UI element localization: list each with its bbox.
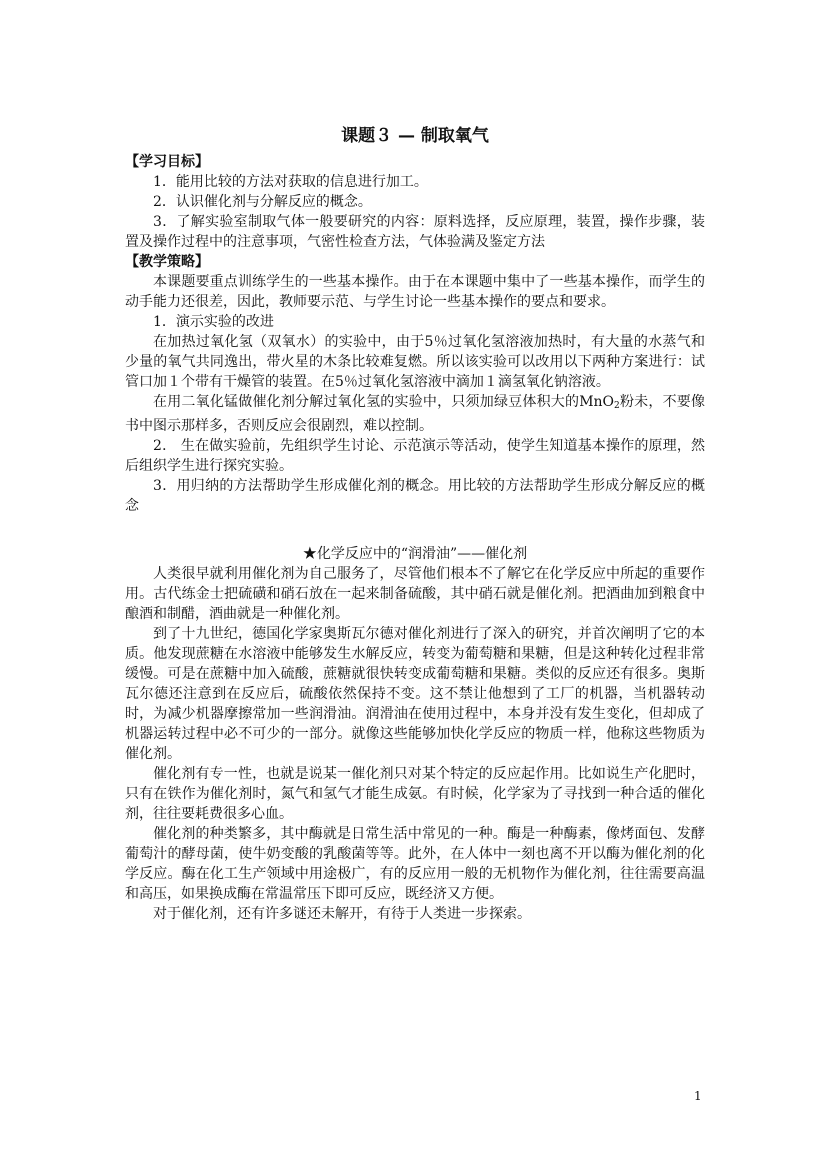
reading-paragraph: 催化剂的种类繁多，其中酶就是日常生活中常见的一种。酶是一种酶素，像烤面包、发酵葡萄汁的酵母菌，使牛奶变酸的乳酸菌等等。此外，在人体中一刻也离不开以酶为催化剂的化学反应。酶在化工生产领域中用途极广，有的反应用一般的无机物作为催化剂，往往需要高温和高压，如果换成酶在常温常压下即可反应，既经济又方便。 <box>125 826 705 902</box>
mno2-text-after: 粉未，不要像书中图示那样多，否则反应会很剧烈，难以控制。 <box>125 394 706 434</box>
document-body <box>125 124 705 924</box>
reading-paragraph: 催化剂有专一性，也就是说某一催化剂只对某个特定的反应起作用。比如说生产化肥时，只有在铁作为催化剂时，氮气和氢气才能生成氨。有时候，化学家为了寻找到一种合适的催化剂，往往要耗费很多心血。 <box>125 766 705 822</box>
reading-paragraph: 人类很早就利用催化剂为自己服务了，尽管他们根本不了解它在化学反应中所起的重要作用。古代练金士把硫磺和硝石放在一起来制备硫酸，其中硝石就是催化剂。把酒曲加到粮食中酿酒和制醋，酒曲就是一种催化剂。 <box>125 566 705 622</box>
mno2-formula-main: MnO <box>579 394 615 410</box>
reading-paragraph: 到了十九世纪，德国化学家奥斯瓦尔德对催化剂进行了深入的研究，并首次阐明了它的本质。他发现蔗糖在水溶液中能够发生水解反应，转变为葡萄糖和果糖，但是这种转化过程非常缓慢。可是在蔗糖中加入硫酸，蔗糖就很快转变成葡萄糖和果糖。类似的反应还有很多。奥斯瓦尔德还注意到在反应后，硫酸依然保持不变。这不禁让他想到了工厂的机器，当机器转动时，为减少机器摩擦常加一些润滑油。润滑油在使用过程中，本身并没有发生变化，但却成了机器运转过程中必不可少的一部分。就像这些能够加快化学反应的物质一样，他称这些物质为催化剂。 <box>125 626 705 762</box>
learning-goal-item: 1．能用比较的方法对获取的信息进行加工。 <box>153 174 428 190</box>
learning-goal-item: 2．认识催化剂与分解反应的概念。 <box>153 194 372 210</box>
strategy-paragraph: 1．演示实验的改进 <box>153 314 274 330</box>
reading-paragraph: 对于催化剂，还有许多谜还未解开，有待于人类进一步探索。 <box>153 906 531 922</box>
reading-title: ★化学反应中的“润滑油”——催化剂 <box>302 546 528 562</box>
section-spacer <box>125 516 705 536</box>
mno2-formula <box>579 394 620 410</box>
mno2-formula-subscript: 2 <box>614 401 620 411</box>
section-heading-learning-goals: 【学习目标】 <box>125 154 209 170</box>
strategy-paragraph: 3．用归纳的方法帮助学生形成催化剂的概念。用比较的方法帮助学生形成分解反应的概念 <box>125 478 705 514</box>
strategy-paragraph: 本课题要重点训练学生的一些基本操作。由于在本课题中集中了一些基本操作，而学生的动手能力还很差，因此，教师要示范、与学生讨论一些基本操作的要点和要求。 <box>125 274 705 310</box>
strategy-paragraph: 2． 生在做实验前，先组织学生讨论、示范演示等活动，使学生知道基本操作的原理，然后组织学生进行探究实验。 <box>125 438 705 474</box>
page-number: 1 <box>694 1089 702 1103</box>
strategy-paragraph: 在加热过氧化氢（双氧水）的实验中，由于5％过氧化氢溶液加热时，有大量的水蒸气和少量的氧气共同逸出，带火星的木条比较难复燃。所以该实验可以改用以下两种方案进行：试管口加１个带有干燥管的装置。在5％过氧化氢溶液中滴加１滴氢氧化钠溶液。 <box>125 334 705 390</box>
mno2-text-before: 在用二氧化锰做催化剂分解过氧化氢的实验中，只须加绿豆体积大的 <box>153 394 580 410</box>
section-heading-teaching-strategy: 【教学策略】 <box>125 254 209 270</box>
learning-goal-item: 3．了解实验室制取气体一般要研究的内容：原料选择，反应原理，装置，操作步骤，装置及操作过程中的注意事项，气密性检查方法，气体验满及鉴定方法 <box>125 214 705 250</box>
document-title: 课题３ — 制取氧气 <box>341 126 489 146</box>
strategy-paragraph-mno2 <box>125 392 705 436</box>
